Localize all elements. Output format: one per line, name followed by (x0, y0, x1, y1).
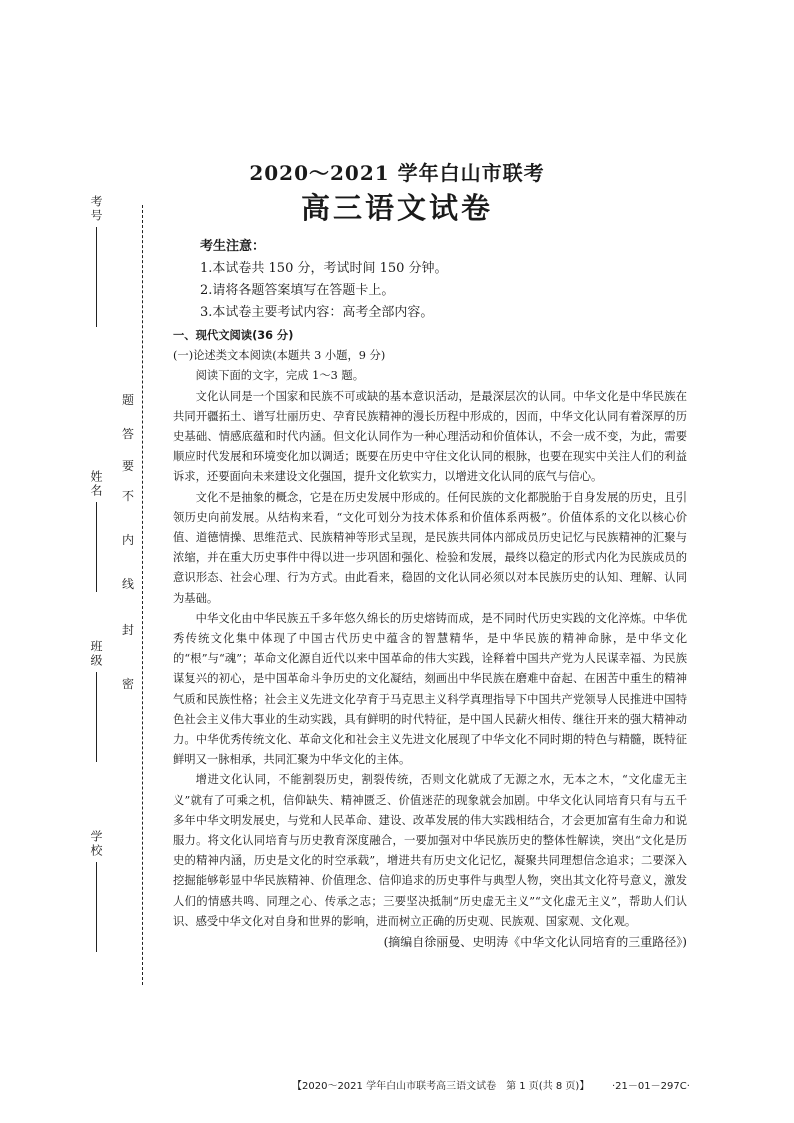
notice-item: 2.请将各题答案填写在答题卡上。 (200, 283, 395, 298)
seal-char: 内 (122, 533, 135, 547)
reading-section (173, 326, 687, 952)
exam-number-label: 考号 (89, 195, 103, 223)
class-label: 班级 (89, 640, 103, 668)
notice-item: 3.本试卷主要考试内容：高考全部内容。 (200, 305, 434, 320)
seal-char: 不 (122, 489, 135, 503)
name-field (88, 470, 105, 592)
subsection-heading: (一)论述类文本阅读(本题共 3 小题，9 分) (173, 349, 386, 363)
class-field (88, 640, 105, 762)
seal-char: 答 (122, 427, 135, 441)
seal-char: 密 (122, 677, 135, 691)
binding-dashed-line (142, 205, 143, 985)
seal-char: 要 (122, 459, 135, 473)
class-blank (96, 672, 97, 762)
passage-attribution: (摘编自徐丽曼、史明涛《中华文化认同培育的三重路径》) (383, 935, 687, 950)
school-blank (96, 862, 97, 952)
school-field (88, 830, 105, 952)
exam-title: 2020～2021 学年白山市联考 (249, 161, 545, 185)
notice-item: 1.本试卷共 150 分，考试时间 150 分钟。 (200, 261, 448, 276)
seal-char: 线 (122, 577, 135, 591)
passage-paragraph: 文化认同是一个国家和民族不可或缺的基本意识活动，是最深层次的认同。中华文化是中华民族在共同开疆拓土、谱写壮丽历史、孕育民族精神的漫长历程中形成的，因而，中华文化认同有着深厚的历史基础、情感底蕴和时代内涵。但文化认同作为一种心理活动和价值体认，不会一成不变，为此，需要顺应时代发展和环境变化加以调适；既要在历史中守住文化认同的根脉，也要在现实中关注人们的利益诉求，还要面向未来建设文化强国，提升文化软实力，以增进文化认同的底气与信心。 (173, 389, 687, 484)
seal-char: 题 (122, 393, 135, 407)
name-label: 姓名 (89, 470, 103, 498)
candidate-notice (200, 236, 448, 324)
notice-heading: 考生注意： (200, 239, 266, 254)
exam-code: ·21－01－297C· (612, 1081, 690, 1092)
seal-char: 封 (122, 623, 135, 637)
passage-paragraph: 文化不是抽象的概念，它是在历史发展中形成的。任何民族的文化都脱胎于自身发展的历史，且引领历史向前发展。从结构来看，“文化可划分为技术体系和价值体系两极”。价值体系的文化以核心价值、道德情操、思维范式、民族精神等形式呈现，是民族共同体内部成员历史记忆与民族精神的汇聚与浓缩，并在重大历史事件中得以进一步巩固和强化、检验和发展，最终以稳定的形式内化为民族成员的意识形态、社会心理、行为方式。由此看来，稳固的文化认同必须以对本民族历史的认知、理解、认同为基础。 (173, 490, 687, 605)
exam-number-blank (96, 227, 97, 327)
passage-paragraph: 增进文化认同，不能割裂历史，割裂传统，否则文化就成了无源之水，无本之木，“文化虚无主义”就有了可乘之机，信仰缺失、精神匮乏、价值迷茫的现象就会加剧。中华文化认同培育只有与五千多年中华文明发展史，与党和人民革命、建设、改革发展的伟大实践相结合，才会更加富有生命力和说服力。将文化认同培育与历史教育深度融合，一要加强对中华民族历史的整体性解读，突出“文化是历史的精神内涵，历史是文化的时空承载”，增进共有历史文化记忆，凝聚共同理想信念追求；二要深入挖掘能够彰显中华民族精神、价值理念、信仰追求的历史事件与典型人物，突出其文化符号意义，激发人们的情感共鸣、同理之心、传承之志；三要坚决抵制“历史虚无主义”“文化虚无主义”，帮助人们认识、感受中华文化对自身和世界的影响，进而树立正确的历史观、民族观、国家观、文化观。 (173, 773, 687, 928)
school-label: 学校 (89, 830, 103, 858)
name-blank (96, 502, 97, 592)
passage-paragraph: 中华文化由中华民族五千多年悠久绵长的历史熔铸而成，是不同时代历史实践的文化淬炼。中华优秀传统文化集中体现了中国古代历史中蕴含的智慧精华，是中华民族的精神命脉，是中华文化的“根”与“魂”；革命文化源自近代以来中国革命的伟大实践，诠释着中国共产党为人民谋幸福、为民族谋复兴的初心，是中国革命斗争历史的文化凝结，刻画出中华民族在磨难中奋起、在困苦中重生的精神气质和民族性格；社会主义先进文化孕育于马克思主义科学真理指导下中国共产党领导人民推进中国特色社会主义伟大事业的生动实践，具有鲜明的时代特征，是中国人民薪火相传、继往开来的强大精神动力。中华优秀传统文化、革命文化和社会主义先进文化展现了中华文化不同时期的特色与精髓，既特征鲜明又一脉相承，共同汇聚为中华文化的主体。 (173, 611, 687, 767)
exam-subtitle: 高三语文试卷 (300, 191, 493, 225)
reading-instruction: 阅读下面的文字，完成 1～3 题。 (195, 369, 365, 383)
section-heading: 一、现代文阅读(36 分) (173, 329, 294, 342)
page-info: 【2020～2021 学年白山市联考高三语文试卷 第 1 页(共 8 页)】 (292, 1081, 590, 1092)
